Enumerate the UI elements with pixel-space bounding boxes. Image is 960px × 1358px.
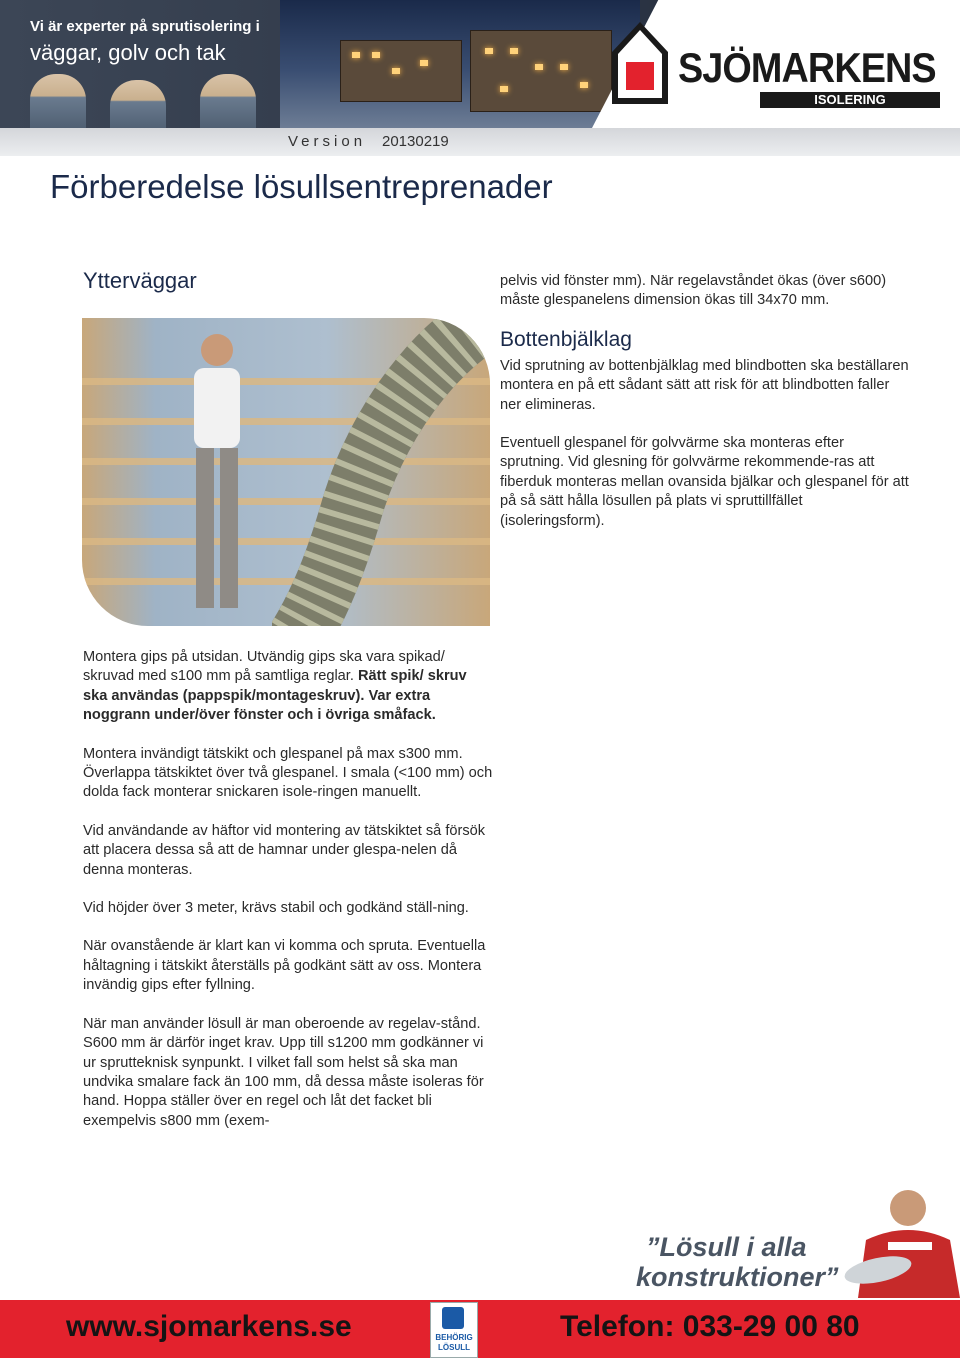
paragraph-1-plain: Montera gips på utsidan. Utvändig gips ska vara spikad/ skruvad med s100 mm på samtliga reglar.: [83, 649, 445, 685]
version-bar: [0, 128, 960, 156]
paragraph-4: Vid höjder över 3 meter, krävs stabil och godkänd ställ-ning.: [83, 900, 469, 917]
left-column: [83, 648, 493, 1131]
version-label: Version: [288, 133, 367, 150]
house-logo-icon: [610, 20, 670, 106]
insulation-spraying-photo: [82, 318, 490, 626]
hose-figure: [272, 318, 490, 626]
page-title: Förberedelse lösullsentreprenader: [50, 168, 553, 205]
slogan-line-1: ”Lösull i alla: [646, 1232, 807, 1262]
logo-wordmark: SJÖMARKENS: [678, 44, 936, 91]
bottom-paragraph-2: Eventuell glespanel för golvvärme ska monteras efter sprutning. Vid glesning för golvvärme rekommende-ras att fiberduk monteras mellan ovansida bjälkar och glespanel för att på så sätt hålla lösullen på plats vi spruttillfället (isoleringsform).: [500, 435, 909, 529]
badge-line-2: LÖSULL: [438, 1343, 470, 1352]
continued-paragraph: pelvis vid fönster mm). När regelavståndet ökas (över s600) måste glespanelens dimension ökas till 34x70 mm.: [500, 273, 887, 309]
version-value: 20130219: [382, 133, 449, 150]
bottom-title: Bottenbjälklag: [500, 327, 632, 351]
certification-badge: [430, 1302, 478, 1358]
header-tagline-1: Vi är experter på sprutisolering i: [30, 18, 260, 35]
spokesperson-photo: [838, 1180, 960, 1298]
logo-subtitle: ISOLERING: [760, 92, 940, 108]
slogan: [636, 1232, 839, 1292]
badge-line-1: BEHÖRIG: [435, 1333, 473, 1342]
slogan-line-2: konstruktioner”: [636, 1262, 839, 1292]
paragraph-6: När man använder lösull är man oberoende av regelav-stånd. S600 mm är därför inget krav. Upp till s1200 mm godkänner vi ur sprutteknisk synpunkt. I vilket fall som helst så ska man undvika smalare fack än 100 mm, då dessa måste isoleras för hand. Hoppa ställer över en regel och låt det facket bli exempelvis s800 mm (exem-: [83, 1015, 484, 1129]
header-tagline-2: väggar, golv och tak: [30, 40, 226, 65]
paragraph-1-bold: Rätt spik/ skruv ska användas (pappspik/montageskruv). Var extra noggrann under/över fönster och i övriga småfack.: [83, 668, 467, 724]
certification-logo-icon: [442, 1307, 464, 1329]
footer-bar: [0, 1300, 960, 1358]
phone-number: Telefon: 033-29 00 80: [560, 1310, 860, 1343]
night-house-photo: [280, 0, 640, 128]
bottom-paragraph-1: Vid sprutning av bottenbjälklag med blindbotten ska beställaren montera en på ett sådant sätt att risk för att blindbotten faller ner elimineras.: [500, 357, 909, 413]
paragraph-5: När ovanstående är klart kan vi komma och spruta. Eventuella håltagning i tätskikt återställs på godkänt sätt av oss. Montera invändig gips efter fyllning.: [83, 938, 486, 994]
website-link[interactable]: www.sjomarkens.se: [66, 1310, 352, 1343]
section-title: Ytterväggar: [83, 268, 197, 293]
paragraph-2: Montera invändigt tätskikt och glespanel på max s300 mm. Överlappa tätskiktet över två glespanel. I smala (<100 mm) och dolda fack monterar snickaren isole-ringen manuellt.: [83, 745, 493, 801]
paragraph-1: [83, 648, 493, 726]
header-banner: [0, 0, 960, 128]
workers-photo: [30, 72, 280, 128]
right-column: [500, 272, 910, 531]
paragraph-3: Vid användande av häftor vid montering av tätskiktet så försök att placera dessa så att de hamnar under glespa-nelen då denna monteras.: [83, 822, 486, 878]
worker-figure: [182, 328, 252, 618]
